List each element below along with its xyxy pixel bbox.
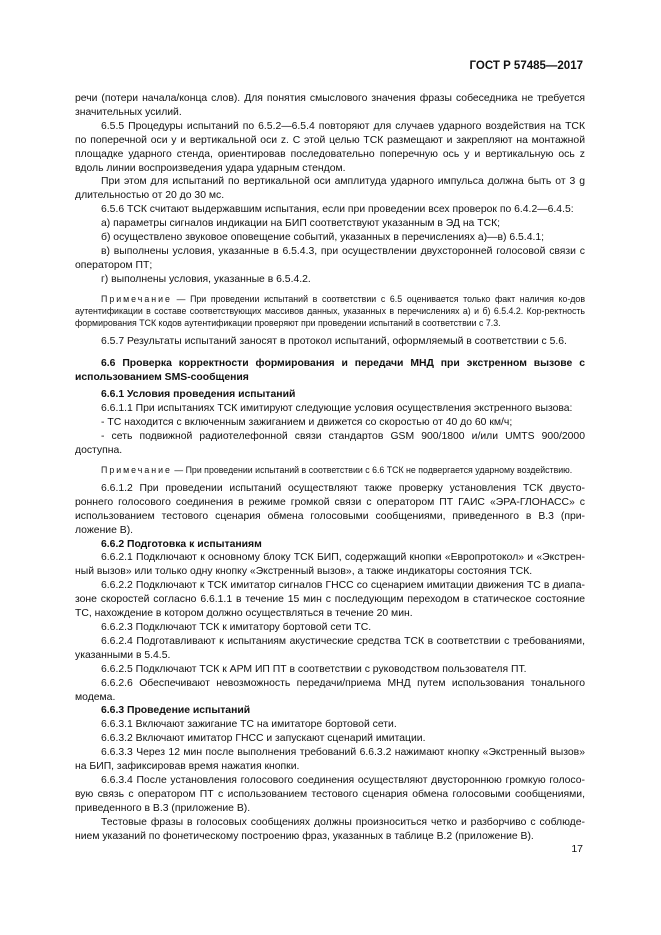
note-6-6: [75, 464, 585, 476]
dash-item-network: - сеть подвижной радиотелефонной связи стандартов GSM 900/1800 и/или UMTS 900/2000 доступна.: [75, 431, 585, 457]
section-6-6-3-title: 6.6.3 Проведение испытаний: [101, 705, 251, 717]
paragraph-6-6-2-5: 6.6.2.5 Подключают ТСК к АРМ ИП ПТ в соответствии с руководством пользователя ПТ.: [101, 663, 527, 675]
paragraph-6-6-1-2: 6.6.1.2 При проведении испытаний осуществляют также проверку установления ТСК двусто-роннего голосового соединения в режиме громкой связи с оператором ПТ ГАИС «ЭРА-ГЛОНАСС» с использованием тестового сценария обмена голосовыми сообщениями, приведенного в В.3 (при-ложение В).: [75, 482, 585, 536]
note-text: — При проведении испытаний в соответствии с 6.5 оценивается только факт наличия ко-дов аутентификации в составе соответствующих массивов данных, указанных в перечислениях а) и б) 6.5.4.2. Кор-ректность формирования ТСК кодов аутентификации проверяют при проведении испытаний в соответствии с 7.3.: [75, 293, 585, 328]
list-item-v: в) выполнены условия, указанные в 6.5.4.3, при осуществлении двухсторонней голосовой связи с оператором ПТ;: [75, 245, 585, 271]
paragraph-6-6-2-6: 6.6.2.6 Обеспечивают невозможность передачи/приема МНД путем использования тонального модема.: [75, 677, 585, 703]
paragraph-6-6-3-1: 6.6.3.1 Включают зажигание ТС на имитаторе бортовой сети.: [101, 719, 397, 731]
page-number: 17: [571, 843, 583, 855]
note-label: Примечание: [101, 293, 172, 304]
list-item-b: б) осуществлено звуковое оповещение событий, указанных в перечислениях а)—в) 6.5.4.1;: [101, 232, 545, 244]
paragraph-6-6-2-4: 6.6.2.4 Подготавливают к испытаниям акустические средства ТСК в соответствии с требованиями, указанными в 5.4.5.: [75, 635, 585, 661]
paragraph-6-5-6: 6.5.6 ТСК считают выдержавшим испытания, если при проведении всех проверок по 6.4.2—6.4.5:: [101, 204, 574, 216]
paragraph-6-6-2-3: 6.6.2.3 Подключают ТСК к имитатору бортовой сети ТС.: [101, 622, 372, 633]
paragraph-6-5-7: 6.5.7 Результаты испытаний заносят в протокол испытаний, оформляемый в соответствии с 5.6.: [101, 335, 567, 347]
standard-header: ГОСТ Р 57485—2017: [469, 60, 583, 72]
paragraph-6-6-3-4: 6.6.3.4 После установления голосового соединения осуществляют двустороннюю громкую голосо-вую связь с оператором ПТ с использованием тестового сценария обмена голосовыми сообщениями, приведенного в В.3 (приложение В).: [75, 774, 585, 814]
paragraph-test-phrases: Тестовые фразы в голосовых сообщениях должны произноситься четко и разборчиво с соблюде-нием указаний по фонетическому построению фраз, указанных в таблице В.2 (приложение В).: [75, 816, 585, 842]
paragraph-6-5-5: 6.5.5 Процедуры испытаний по 6.5.2—6.5.4 повторяют для случаев ударного воздействия на ТСК по поперечной оси y и вертикальной оси z. С этой целью ТСК размещают и закрепляют на монтажной площадке ударного стенда, ориентировав последовательно поперечную ось y и вертикальную ось z вдоль линии воспроизведения удара ударным стендом.: [75, 120, 585, 174]
list-item-a: а) параметры сигналов индикации на БИП соответствуют указанным в ЭД на ТСК;: [101, 218, 501, 230]
paragraph-6-6-1-1: 6.6.1.1 При испытаниях ТСК имитируют следующие условия осуществления экстренного вызова:: [101, 403, 573, 415]
list-item-g: г) выполнены условия, указанные в 6.5.4.2.: [101, 273, 311, 285]
section-6-6-2-title: 6.6.2 Подготовка к испытаниям: [101, 538, 262, 550]
dash-item-vehicle: - ТС находится с включенным зажиганием и движется со скоростью от 40 до 60 км/ч;: [101, 417, 513, 429]
paragraph-continuation: речи (потери начала/конца слов). Для понятия смыслового значения фразы собеседника не требуется значительных усилий.: [75, 93, 585, 118]
note-label: Примечание: [101, 464, 172, 475]
section-6-6-title: 6.6 Проверка корректности формирования и передачи МНД при экстренном вызове с использованием SMS-сообщения: [75, 357, 585, 383]
paragraph-6-6-3-3: 6.6.3.3 Через 12 мин после выполнения требований 6.6.3.2 нажимают кнопку «Экстренный вызов» на БИП, зафиксировав время нажатия кнопки.: [75, 747, 585, 773]
paragraph-6-6-3-2: 6.6.3.2 Включают имитатор ГНСС и запускают сценарий имитации.: [101, 733, 426, 745]
paragraph-vertical-axis: При этом для испытаний по вертикальной оси амплитуда ударного импульса должна быть от 3 g длительностью от 20 до 30 мс.: [75, 176, 585, 202]
page-body: [75, 92, 585, 844]
note-text: — При проведении испытаний в соответствии с 6.6 ТСК не подвергается ударному воздействию.: [171, 464, 573, 475]
section-6-6-1-title: 6.6.1 Условия проведения испытаний: [101, 389, 296, 401]
paragraph-6-6-2-2: 6.6.2.2 Подключают к ТСК имитатор сигналов ГНСС со сценарием имитации движения ТС в диапа-зоне скоростей согласно 6.6.1.1 в течение 15 мин с последующим переходом в статическое состояние ТС, нахождение в котором должно осуществляться в течение 20 мин.: [75, 580, 585, 620]
note-6-5: [75, 293, 585, 329]
paragraph-6-6-2-1: 6.6.2.1 Подключают к основному блоку ТСК БИП, содержащий кнопки «Европротокол» и «Экстрен-ный вызов» или только одну кнопку «Экстренный вызов», а также индикаторы состояния ТСК.: [75, 552, 585, 578]
